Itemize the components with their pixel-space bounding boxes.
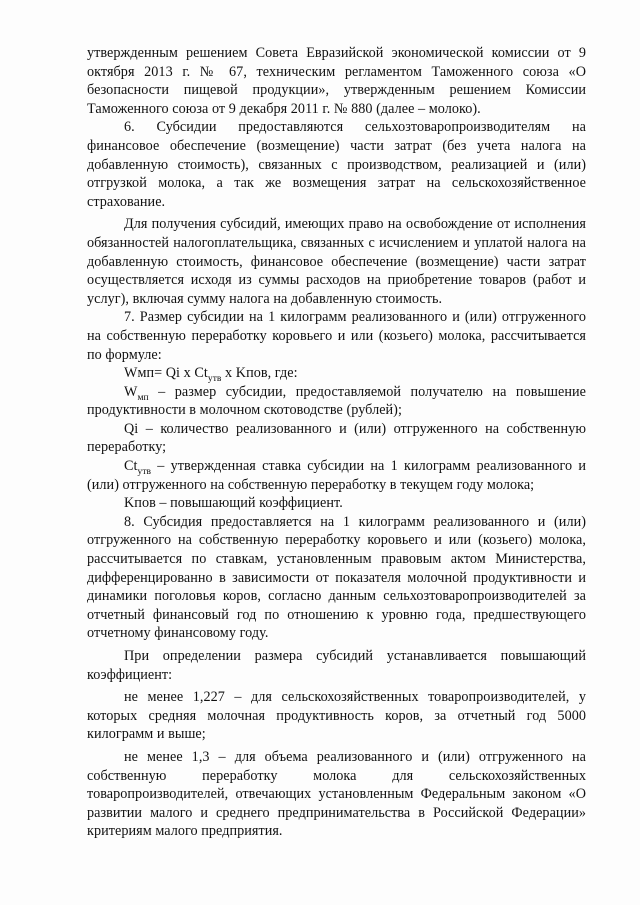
- paragraph-8: 8. Субсидия предоставляется на 1 килограмм реализованного и (или) отгруженного на собственную переработку коровьего и или (козьего) молока, рассчитывается по ставкам, установленным правовым актом Министерства, дифференцированно в зависимости от показателя молочной продуктивности и динамики поголовья коров, согласно данным сельхозтоваропроизводителей за отчетный финансовый год по отношению к уровню года, предшествующего отчетному финансовому году.: [87, 513, 586, 642]
- paragraph-subsidy-vat: Для получения субсидий, имеющих право на освобождение от исполнения обязанностей налогоплательщика, связанных с исчислением и уплатой налога на добавленную стоимость, финансовое обеспечение (возмещение) части затрат осуществляется исходя из суммы расходов на приобретение товаров (работ и услуг), включая сумму налога на добавленную стоимость.: [87, 216, 586, 307]
- formula: [87, 364, 586, 383]
- definition-qi: Qi – количество реализованного и (или) отгруженного на собственную переработку;: [87, 420, 586, 456]
- definition-w: [87, 383, 586, 420]
- ct-subscript: утв: [137, 466, 152, 477]
- w-definition: – размер субсидии, предоставляемой получателю на повышение продуктивности в молочном скотоводстве (рублей);: [87, 383, 586, 419]
- coefficient-1227: не менее 1,227 – для сельскохозяйственных товаропроизводителей, у которых средняя молочная продуктивность коров, за отчетный год 5000 килограмм и выше;: [87, 689, 586, 743]
- paragraph-7: 7. Размер субсидии на 1 килограмм реализованного и (или) отгруженного на собственную переработку коровьего и или (козьего) молока, рассчитывается по формуле:: [87, 309, 586, 363]
- paragraph-6: 6. Субсидии предоставляются сельхозтоваропроизводителям на финансовое обеспечение (возмещение) части затрат (без учета налога на добавленную стоимость), связанных с производством, реализацией и (или) отгрузкой молока, а так же возмещения затрат на сельскохозяйственное страхование.: [87, 119, 586, 210]
- ct-definition: – утвержденная ставка субсидии на 1 килограмм реализованного и (или) отгруженного на собственную переработку в текущем году молока;: [87, 458, 586, 493]
- formula-sub: утв: [207, 373, 222, 384]
- w-symbol: W: [124, 383, 138, 400]
- formula-tail: x Kпов, где:: [221, 365, 298, 382]
- paragraph-continuation: утвержденным решением Совета Евразийской экономической комиссии от 9 октября 2013 г. № 67, техническим регламентом Таможенного союза «О безопасности пищевой продукции», утвержденным решением Комиссии Таможенного союза от 9 декабря 2011 г. № 880 (далее – молоко).: [87, 45, 586, 117]
- definition-ct: [87, 457, 586, 494]
- definition-kpov: Kпов – повышающий коэффициент.: [124, 495, 343, 512]
- coefficient-13: не менее 1,3 – для объема реализованного и (или) отгруженного на собственную переработку молока для сельскохозяйственных товаропроизводителей, отвечающих установленным Федеральным законом «О развитии малого и среднего предпринимательства в Российской Федерации» критериям малого предприятия.: [87, 748, 586, 840]
- w-subscript: мп: [137, 392, 149, 403]
- formula-main: Wмп= Qi x Ct: [124, 365, 208, 382]
- paragraph-coefficient: При определении размера субсидий устанавливается повышающий коэффициент:: [87, 648, 586, 683]
- ct-symbol: Ct: [124, 458, 138, 475]
